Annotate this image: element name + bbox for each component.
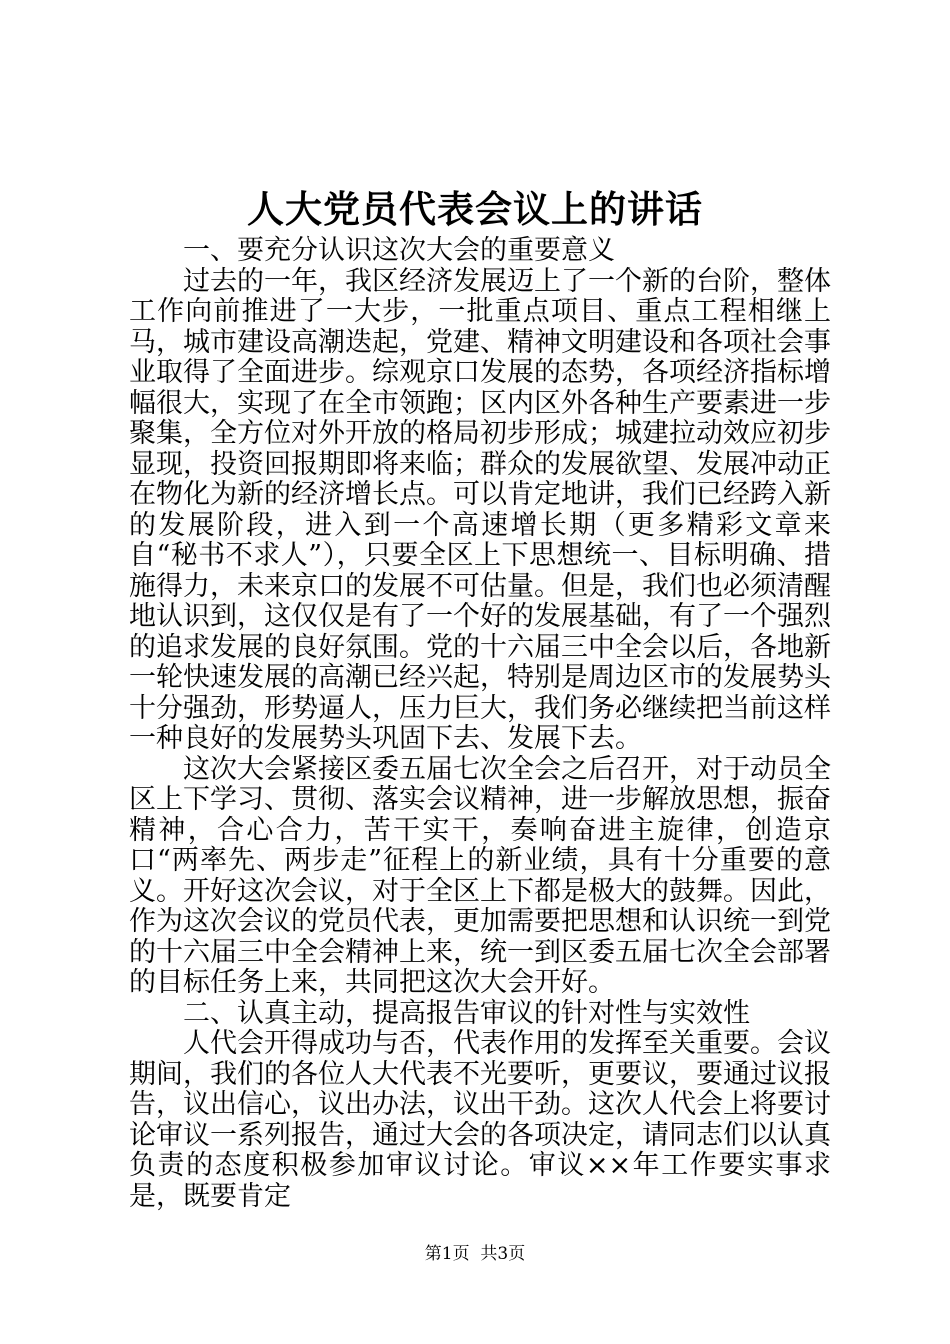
page-total: 共3页 xyxy=(480,1244,526,1264)
section-heading: 二、认真主动，提高报告审议的针对性与实效性 xyxy=(183,997,750,1029)
document-body xyxy=(129,236,831,1212)
page-number: 第1页 xyxy=(424,1244,470,1264)
paragraph: 这次大会紧接区委五届七次全会之后召开，对于动员全区上下学习、贯彻、落实会议精神，进一步解放思想，振奋精神，合心合力，苦干实干，奏响奋进主旋律，创造京口“两率先、两步走”征程上的新业绩，具有十分重要的意义。开好这次会议，对于全区上下都是极大的鼓舞。因此，作为这次会议的党员代表，更加需要把思想和认识统一到党的十六届三中全会精神上来，统一到区委五届七次全会部署的目标任务上来，共同把这次大会开好。 xyxy=(129,753,831,998)
page-footer xyxy=(0,1243,950,1265)
paragraph: 过去的一年，我区经济发展迈上了一个新的台阶，整体工作向前推进了一大步，一批重点项目、重点工程相继上马，城市建设高潮迭起，党建、精神文明建设和各项社会事业取得了全面进步。综观京口发展的态势，各项经济指标增幅很大，实现了在全市领跑；区内区外各种生产要素进一步聚集，全方位对外开放的格局初步形成；城建拉动效应初步显现，投资回报期即将来临；群众的发展欲望、发展冲动正在物化为新的经济增长点。可以肯定地讲，我们已经跨入新的发展阶段，进入到一个高速增长期（更多精彩文章来自“秘书不求人”），只要全区上下思想统一、目标明确、措施得力，未来京口的发展不可估量。但是，我们也必须清醒地认识到，这仅仅是有了一个好的发展基础，有了一个强烈的追求发展的良好氛围。党的十六届三中全会以后，各地新一轮快速发展的高潮已经兴起，特别是周边区市的发展势头十分强劲，形势逼人，压力巨大，我们务必继续把当前这样一种良好的发展势头巩固下去、发展下去。 xyxy=(129,265,831,754)
section-heading: 一、要充分认识这次大会的重要意义 xyxy=(183,235,615,266)
document-title: 人大党员代表会议上的讲话 xyxy=(247,187,703,231)
paragraph: 人代会开得成功与否，代表作用的发挥至关重要。会议期间，我们的各位人大代表不光要听，更要议，要通过议报告，议出信心，议出办法，议出干劲。这次人代会上将要讨论审议一系列报告，通过大会的各项决定，请同志们以认真负责的态度积极参加审议讨论。审议××年工作要实事求是，既要肯定 xyxy=(129,1028,831,1212)
